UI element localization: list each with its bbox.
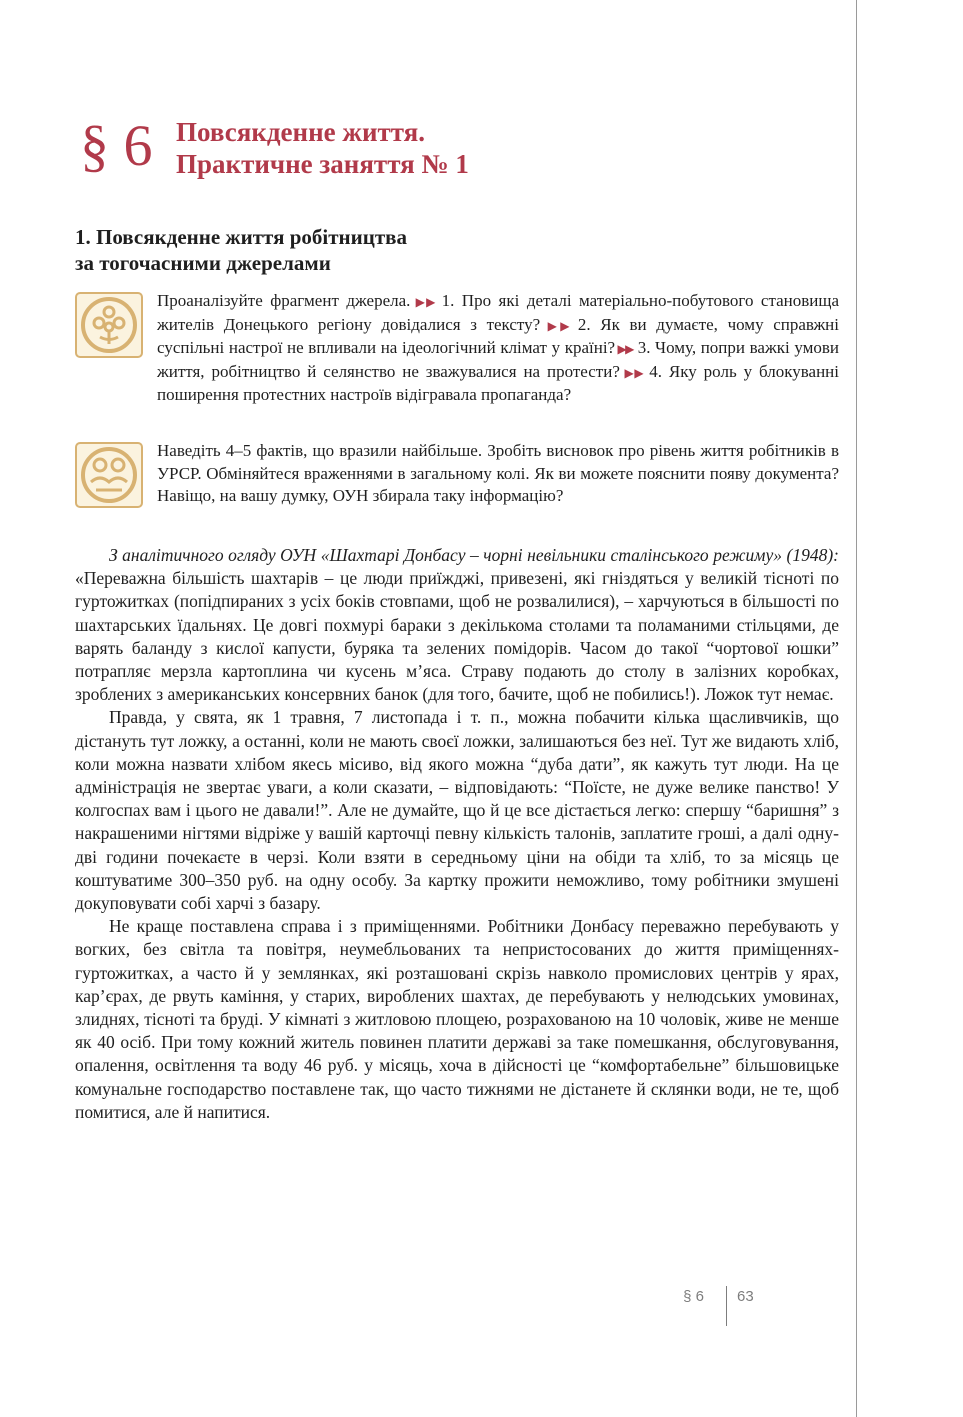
task-intro: Проаналізуйте фрагмент джерела. [157, 291, 411, 310]
source-analysis-icon [75, 292, 143, 358]
task-group-discussion-text [157, 440, 839, 508]
section-heading [75, 224, 407, 276]
chapter-title [176, 116, 469, 180]
source-paragraph-1 [75, 544, 839, 706]
task-discussion-tail: таку інформацію? [433, 486, 564, 505]
double-arrow-icon: ▶▶ [621, 365, 645, 380]
chapter-title-line2: Практичне заняття № 1 [176, 149, 469, 179]
page-edge-rule [856, 0, 857, 1417]
source-paragraph-3: Не краще поставлена справа і з приміщеннями. Робітники Донбасу переважно перебувають у вогких, без світла та повітря, неумебльованих та непристосованих до життя приміщеннях-гуртожитках, а часто й у землянках, які розташовані скрізь навколо промислових центрів у ярах, кар’єрах, де рвуть каміння, у старих, вироблених шахтах, де перебувають у нелюдських умовинах, злиднях, тісноті та бруді. У кімнаті з житловою площею, розрахованою на 10 чоловік, живе не менше як 40 осіб. При тому кожний житель повинен платити державі за таке помешкання, обслуговування, опалення, освітлення та воду 46 руб. у місяць, хоча в дійсності це “комфортабельне” більшовицьке комунальне господарство поставлене так, що часто тижнями не дістанете й склянки води, не те, щоб помитися, але й напитися. [75, 916, 839, 1122]
group-discussion-icon [75, 442, 143, 508]
chapter-number: § 6 [80, 113, 153, 178]
task-discussion-main: Наведіть 4–5 фактів, що вразили найбільше. Зробіть висновок про рівень життя робітників в УРСР. Обміняйтеся враженнями в загальному колі. Як ви можете пояснити появу документа? Навіщо, на вашу думку, ОУН збирала [157, 441, 839, 505]
task-source-analysis-text [157, 290, 839, 407]
page-number: 63 [737, 1288, 754, 1305]
source-paragraph-2: Правда, у свята, як 1 травня, 7 листопада і т. п., можна побачити кілька щасливчиків, що дістануть тут ложку, а останні, коли не мають своєї ложки, залишаються без неї. Тут же видають хліб, коли можна назвати хлібом якесь місиво, від якого можна “дуба дати”, як кажуть тут люди. На це адміністрація не звертає уваги, а коли сказати, – відповідають: “Поїсте, не дуже велике панство! У колгоспах вам і цього не давали!”. Але не думайте, що й це все дістається легко: спершу “баришня” з накрашеними нігтями відріже у вашій карточці певну кількість талонів, заплатите гроші, а далі одну-дві години почекаєте в черзі. Коли взяти в середньому ціни на обіди та хліб, то за місяць це коштуватиме 300–350 руб. на одну особу. За картку прожити неможливо, тому робітники змушені докуповувати собі харчі з базару. [75, 707, 839, 914]
section-heading-line1: 1. Повсякденне життя робітництва [75, 225, 407, 249]
task-group-discussion [75, 440, 839, 508]
footer-divider [726, 1286, 727, 1326]
footer-section-label: § 6 [683, 1288, 704, 1305]
page-footer [660, 1286, 780, 1326]
task-question-1: 1. Про які деталі матеріально-побутового становища жителів Донецького регіону довідалися з тексту? [157, 291, 840, 334]
double-arrow-icon: ▶▶ [617, 342, 633, 356]
task-question-4: 4. Яку роль у блокуванні поширення протестних настроїв відігравала пропаганда? [157, 361, 839, 404]
task-question-2: 2. Як ви думаєте, чому справжні суспільні настрої не впливали на ідеологічний клімат у країні? [157, 314, 840, 357]
double-arrow-icon: ▶▶ [542, 318, 573, 333]
task-source-analysis [75, 290, 839, 407]
source-text-1: «Переважна більшість шахтарів – це люди приїжджі, привезені, які гніздяться у великій тісноті по гуртожитках (попідпираних з усіх боків стовпами, щоб не розвалилися), – харчуються в більшості по шахтарських їдальнях. Це довгі похмурі бараки з декількома столами та поламаними стільцями, де варять баланду з кислої капусти, буряка та зелених помідорів. Часом до такої “чортової юшки” потрапляє мерзла картоплина чи кусень м’яса. Страву подають до столу в залізних коробках, зроблених з американських консервних банок (для того, бачите, щоб не побились!). Ложок тут немає. [75, 568, 839, 705]
chapter-title-line1: Повсякденне життя. [176, 117, 426, 147]
section-heading-line2: за тогочасними джерелами [75, 251, 331, 275]
double-arrow-icon: ▶▶ [412, 295, 437, 309]
task-question-3: 3. Чому, попри важкі умови життя, робітництво й селянство не зважувалися на протести? [157, 338, 839, 381]
source-attribution: З аналітичного огляду ОУН «Шахтарі Донбасу – чорні невільники сталінського режиму» (1948): [109, 545, 839, 565]
source-excerpt [75, 544, 839, 1124]
